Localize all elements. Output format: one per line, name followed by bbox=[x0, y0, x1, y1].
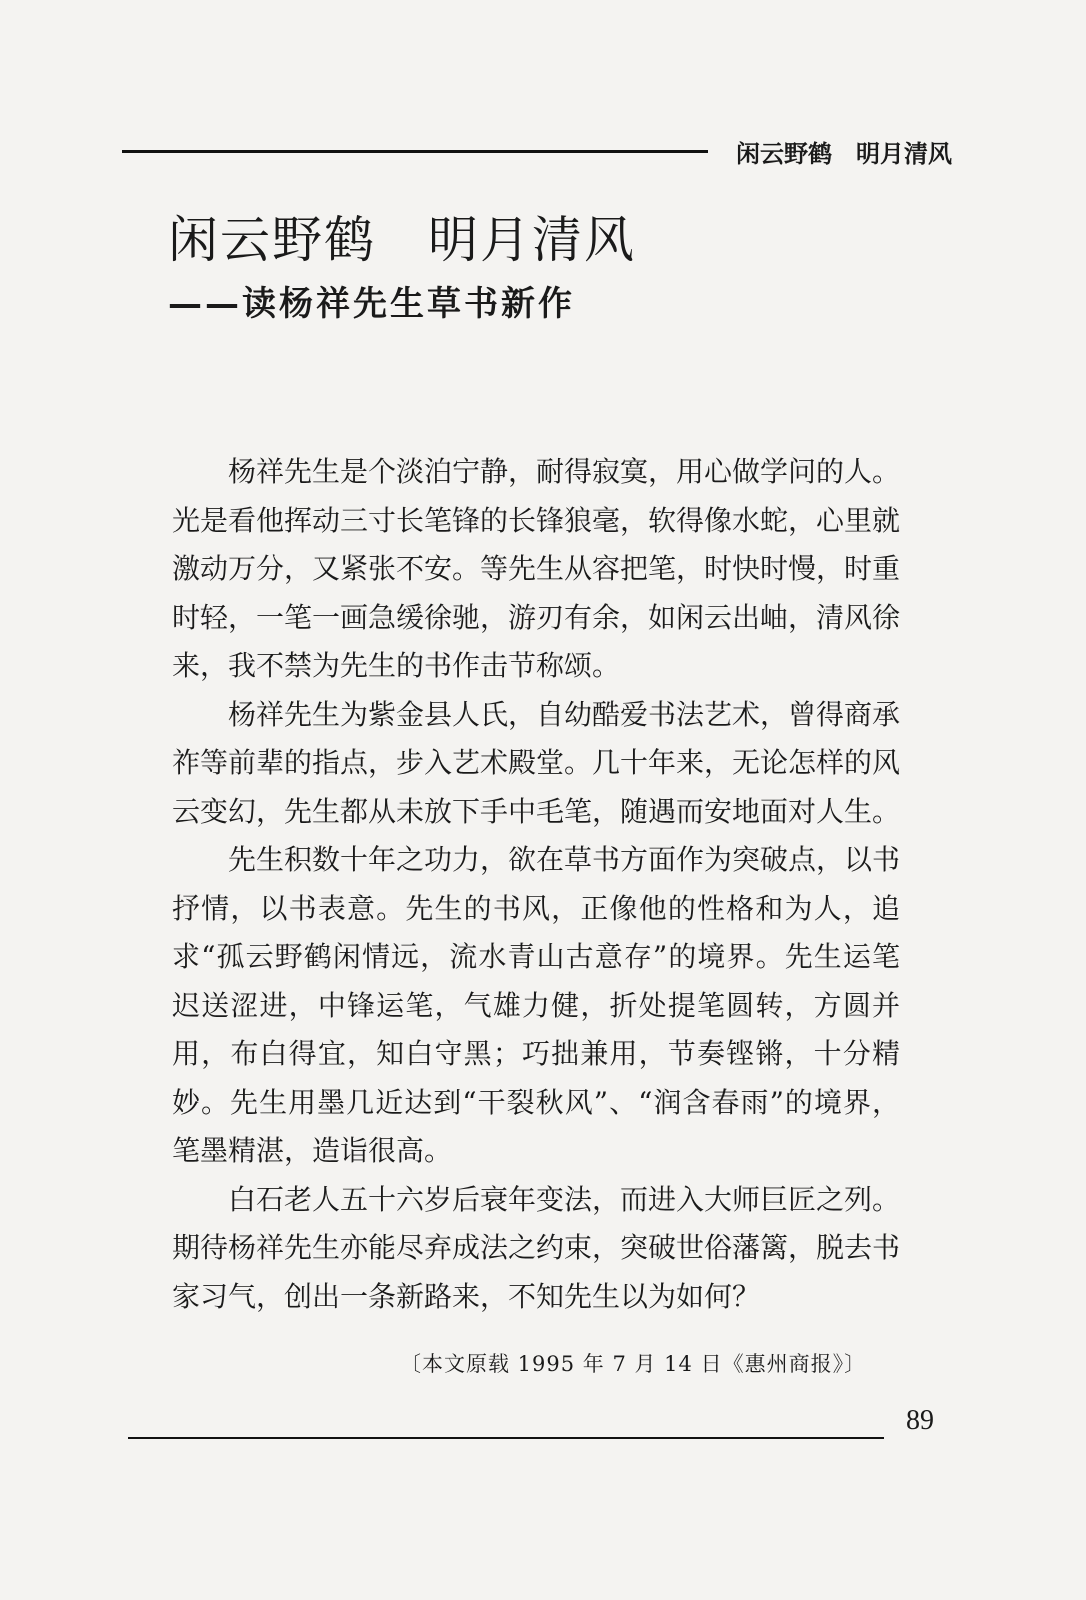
paragraph-3: 先生积数十年之功力，欲在草书方面作为突破点，以书抒情，以书表意。先生的书风，正像他的性格和为人，追求“孤云野鹤闲情远，流水青山古意存”的境界。先生运笔迟送涩进，中锋运笔，气雄力健，折处提笔圆转，方圆并用，布白得宜，知白守黑；巧拙兼用，节奏铿锵，十分精妙。先生用墨几近达到“干裂秋风”、“润含春雨”的境界，笔墨精湛，造诣很高。 bbox=[172, 843, 901, 1167]
article-body bbox=[172, 448, 900, 1321]
footer-rule bbox=[128, 1437, 884, 1439]
paragraph-2: 杨祥先生为紫金县人氏，自幼酷爱书法艺术，曾得商承祚等前辈的指点，步入艺术殿堂。几十年来，无论怎样的风云变幻，先生都从未放下手中毛笔，随遇而安地面对人生。 bbox=[172, 697, 901, 828]
running-header bbox=[122, 128, 952, 168]
paragraph-4: 白石老人五十六岁后衰年变法，而进入大师巨匠之列。期待杨祥先生亦能尽弃成法之约束，突破世俗藩篱，脱去书家习气，创出一条新路来，不知先生以为如何？ bbox=[172, 1182, 901, 1313]
page-number: 89 bbox=[906, 1405, 934, 1436]
article-title: 闲云野鹤 明月清风 bbox=[168, 211, 636, 269]
article-subtitle: ——读杨祥先生草书新作 bbox=[168, 284, 575, 324]
running-header-title: 闲云野鹤 明月清风 bbox=[736, 140, 952, 168]
header-rule bbox=[122, 150, 708, 153]
source-note: 〔本文原载 1995 年 7 月 14 日《惠州商报》〕 bbox=[400, 1352, 867, 1376]
paragraph-1: 杨祥先生是个淡泊宁静，耐得寂寞，用心做学问的人。光是看他挥动三寸长笔锋的长锋狼毫，软得像水蛇，心里就激动万分，又紧张不安。等先生从容把笔，时快时慢，时重时轻，一笔一画急缓徐驰，游刃有余，如闲云出岫，清风徐来，我不禁为先生的书作击节称颂。 bbox=[172, 455, 901, 682]
